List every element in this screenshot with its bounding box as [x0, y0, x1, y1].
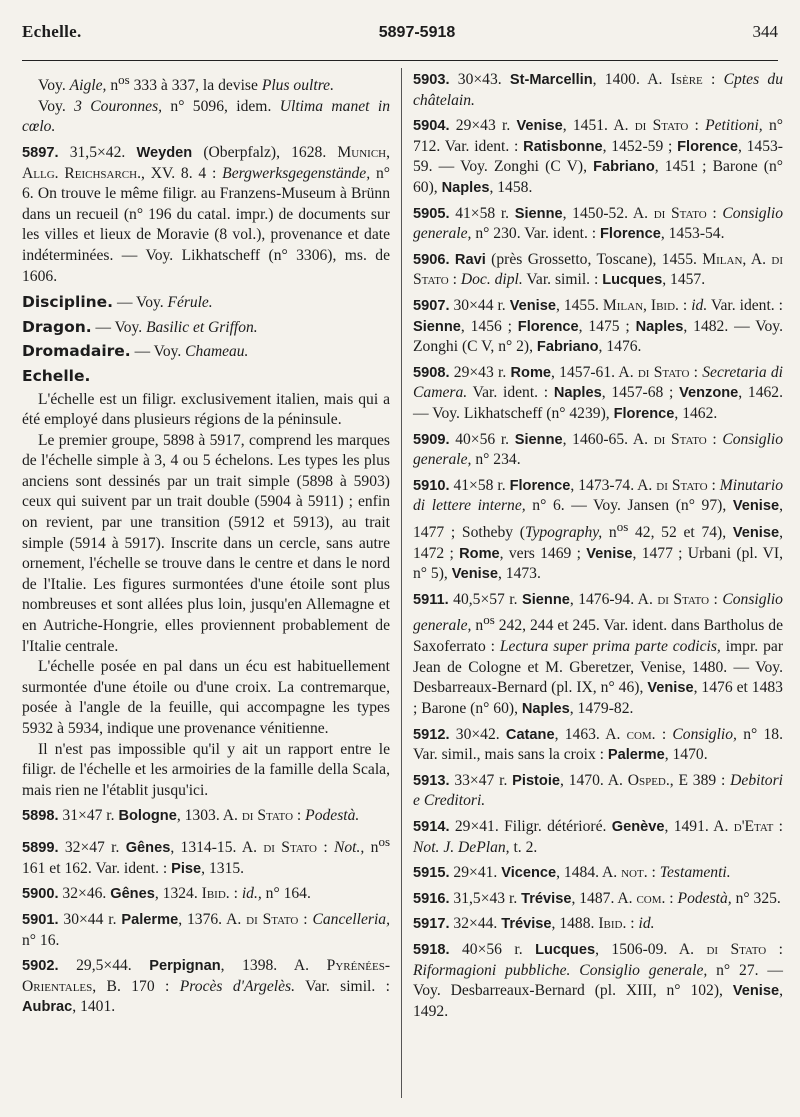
entry-5904: 5904. 29×43 r. Venise, 1451. A. di Stato : Petitioni, n° 712. Var. ident. : Ratisbonne, 1452-59 ; Florence, 1453-59. — Voy. Zonghi (C V), Fabriano, 1451 ; Barone (n° 60), Naples, 1458. — [413, 117, 783, 196]
page-header — [22, 22, 778, 48]
right-column — [413, 70, 783, 1027]
entry-5897: 5897. 31,5×42. Weyden (Oberpfalz), 1628. Munich, Allg. Reichsarch., XV. 8. 4 : Bergwerksgegenstände, n° 6. On trouve le même filigr. au Franzens-Museum à Brünn dans un recueil (n° 196 du catal. impr.) de documents sur les villes et lieux de Moravie (8 vol.), provenance et date indéterminées. — Voy. Likhatscheff (n° 3306), ms. de 1606. — [22, 143, 391, 285]
entry-5907: 5907. 30×44 r. Venise, 1455. Milan, Ibid. : id. Var. ident. : Sienne, 1456 ; Florence, 1475 ; Naples, 1482. — Voy. Zonghi (C V, n° 2), Fabriano, 1476. — [413, 296, 783, 356]
intro-paragraph: L'échelle est un filigr. exclusivement italien, mais qui a été employé dans plusieurs régions de la péninsule. — [22, 390, 390, 429]
column-divider — [401, 68, 402, 1098]
headword-dragon: Dragon. — Voy. Basilic et Griffon. — [22, 317, 258, 336]
entry-5914: 5914. 29×41. Filigr. détérioré. Genève, 1491. A. d'Etat : Not. J. DePlan, t. 2. — [413, 817, 783, 856]
entry-5912: 5912. 30×42. Catane, 1463. A. com. : Consiglio, n° 18. Var. simil., mais sans la croix : Palerme, 1470. — [413, 725, 783, 764]
entry-5909: 5909. 40×56 r. Sienne, 1460-65. A. di Stato : Consiglio generale, n° 234. — [413, 430, 783, 469]
entry-5901: 5901. 30×44 r. Palerme, 1376. A. di Stato : Cancelleria, n° 16. — [22, 910, 390, 949]
entry-5913: 5913. 33×47 r. Pistoie, 1470. A. Osped., E 389 : Debitori e Creditori. — [413, 771, 783, 810]
entry-5905: 5905. 41×58 r. Sienne, 1450-52. A. di Stato : Consiglio generale, n° 230. Var. ident. : Florence, 1453-54. — [413, 204, 783, 243]
entry-5902: 5902. 29,5×44. Perpignan, 1398. A. Pyrénées-Orientales, B. 170 : Procès d'Argelès. Var. simil. : Aubrac, 1401. — [22, 957, 391, 1016]
left-column — [22, 70, 390, 1023]
intro-paragraph: Il n'est pas impossible qu'il y ait un rapport entre le filigr. de l'échelle et les armoiries de la famille della Scala, mais rien ne l'établit jusqu'ici. — [22, 740, 390, 799]
running-title: Echelle. — [22, 22, 82, 41]
continuation-line: Voy. 3 Couronnes, n° 5096, idem. Ultima manet in cœlo. — [22, 97, 391, 136]
intro-paragraph: L'échelle posée en pal dans un écu est habituellement surmontée d'une étoile ou d'une croix. La contremarque, posée à l'angle de la feuille, qui accompagne les types 5932 à 5934, indique une provenance vénitienne. — [22, 658, 390, 737]
entry-5899: 5899. 32×47 r. Gênes, 1314-15. A. di Stato : Not., $n^{os}$ 161 et 162. Var. ident. : Pise, 1315. — [22, 833, 390, 877]
entry-5910: 5910. 41×58 r. Florence, 1473-74. A. di Stato : Minutario di lettere interne, n° 6. — Voy. Jansen (n° 97), Venise, 1477 ; Sotheby (Typography, $n^{os}$ 42, 52 et 74), Venise, 1472 ; Rome, vers 1469 ; Venise, 1477 ; Urbani (pl. VI, n° 5), Venise, 1473. — [413, 476, 783, 583]
entry-5900: 5900. 32×46. Gênes, 1324. Ibid. : id., n° 164. — [22, 885, 311, 903]
entry-5916: 5916. 31,5×43 r. Trévise, 1487. A. com. : Podestà, n° 325. — [413, 889, 781, 907]
entry-5906: 5906. Ravi (près Grossetto, Toscane), 1455. Milan, A. di Stato : Doc. dipl. Var. simil. : Lucques, 1457. — [413, 250, 783, 289]
headword-discipline: Discipline. — Voy. Férule. — [22, 293, 213, 312]
header-rule — [22, 60, 778, 61]
entry-5915: 5915. 29×41. Vicence, 1484. A. not. : Testamenti. — [413, 864, 731, 882]
entry-range: 5897-5918 — [378, 24, 456, 41]
continuation-line: Voy. Aigle, $n^{os}$ 333 à 337, la devise Plus oultre. — [38, 72, 335, 95]
intro-paragraph: Le premier groupe, 5898 à 5917, comprend les marques de l'échelle simple à 3, 4 ou 5 échelons. Les types les plus anciens sont dessinés par un trait simple (5898 à 5903) ceux qui suivent par un trait double (5904 à 5911) ; enfin on revient, par une transition (5912 et 5913), au trait simple (5914 à 5917). Inscrite dans un cercle, sans autre ornement, l'échelle se trouve dans le centre et dans le nord de l'Italie. Les figures surmontées d'une étoile sont plus nombreuses et sont allées plus loin, jusqu'en Allemagne et en Autriche-Hongrie, elles proviennent probablement de l'Italie centrale. — [22, 431, 390, 655]
headword-echelle: Echelle. — [22, 366, 91, 385]
headword-dromadaire: Dromadaire. — Voy. Chameau. — [22, 342, 249, 361]
page-number: 344 — [752, 22, 778, 41]
entry-5918: 5918. 40×56 r. Lucques, 1506-09. A. di Stato : Riformagioni pubbliche. Consiglio generale, n° 27. — Voy. Desbarreaux-Bernard (pl. XIII, n° 102), Venise, 1492. — [413, 940, 783, 1020]
entry-5917: 5917. 32×44. Trévise, 1488. Ibid. : id. — [413, 915, 655, 933]
entry-5903: 5903. 30×43. St-Marcellin, 1400. A. Isère : Cptes du châtelain. — [413, 71, 783, 109]
entry-5911: 5911. 40,5×57 r. Sienne, 1476-94. A. di Stato : Consiglio generale, $n^{os}$ 242, 244 et 245. Var. ident. dans Bartholus de Saxoferrato : Lectura super prima parte codicis, impr. par Jean de Cologne et M. Gberetzer, Venise, 1480. — Voy. Desbarreaux-Bernard (pl. IX, n° 46), Venise, 1476 et 1483 ; Barone (n° 60), Naples, 1479-82. — [413, 590, 784, 717]
entry-5898: 5898. 31×47 r. Bologne, 1303. A. di Stato : Podestà. — [22, 807, 360, 825]
entry-5908: 5908. 29×43 r. Rome, 1457-61. A. di Stato : Secretaria di Camera. Var. ident. : Naples, 1457-68 ; Venzone, 1462. — Voy. Likhatscheff (n° 4239), Florence, 1462. — [413, 363, 783, 422]
